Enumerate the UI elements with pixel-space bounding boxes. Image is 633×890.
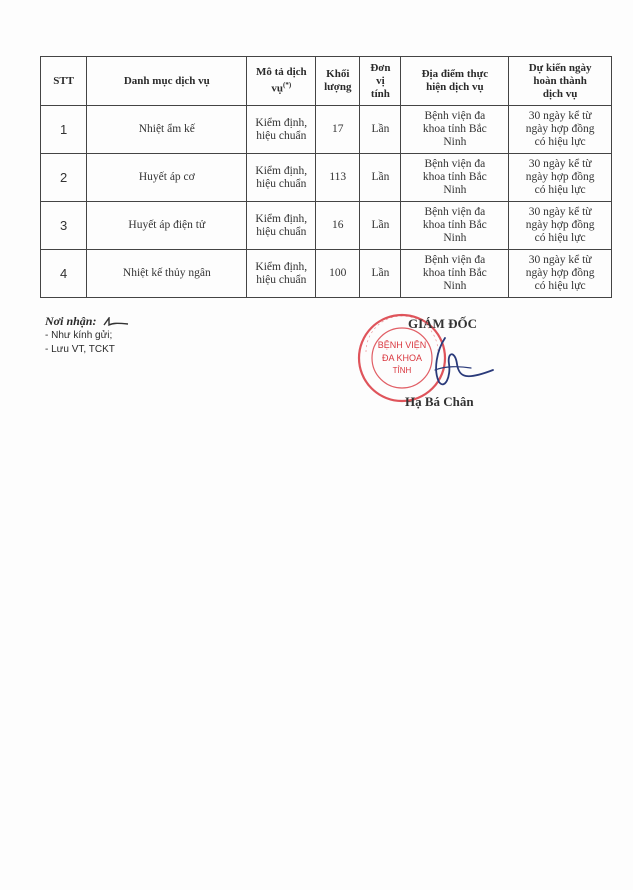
cell-volume: 113 bbox=[316, 154, 360, 202]
signatory-title: GIÁM ĐỐC bbox=[408, 316, 477, 331]
initials-scribble-icon bbox=[103, 317, 129, 327]
cell-location: Bệnh viện đa khoa tỉnh Bắc Ninh bbox=[401, 154, 509, 202]
table-row bbox=[41, 154, 612, 202]
cell-category: Huyết áp cơ bbox=[87, 154, 247, 202]
cell-stt: 4 bbox=[41, 250, 87, 298]
stamp-line-3: TỈNH bbox=[392, 366, 412, 375]
cell-description: Kiểm định, hiệu chuẩn bbox=[247, 154, 316, 202]
table-row bbox=[41, 106, 612, 154]
recipient-line: - Lưu VT, TCKT bbox=[45, 344, 115, 355]
cell-location: Bệnh viện đa khoa tỉnh Bắc Ninh bbox=[401, 106, 509, 154]
header-volume: Khối lượng bbox=[316, 57, 360, 106]
cell-stt: 1 bbox=[41, 106, 87, 154]
cell-volume: 17 bbox=[316, 106, 360, 154]
cell-volume: 100 bbox=[316, 250, 360, 298]
recipient-line: - Như kính gửi; bbox=[45, 330, 113, 341]
table-header-row bbox=[41, 57, 612, 106]
header-expected-date: Dự kiến ngày hoàn thành dịch vụ bbox=[509, 57, 612, 106]
cell-unit: Lần bbox=[360, 106, 401, 154]
header-description-note: (*) bbox=[283, 81, 292, 90]
handwritten-signature bbox=[415, 330, 495, 396]
cell-category: Huyết áp điện tử bbox=[87, 202, 247, 250]
header-location: Địa điểm thực hiện dịch vụ bbox=[401, 57, 509, 106]
cell-unit: Lần bbox=[360, 154, 401, 202]
service-table bbox=[40, 56, 612, 298]
stamp-line-1: BỆNH VIỆN bbox=[377, 340, 427, 350]
cell-expected-date: 30 ngày kể từ ngày hợp đồng có hiệu lực bbox=[509, 106, 612, 154]
stamp-line-2: ĐA KHOA bbox=[381, 353, 423, 363]
cell-unit: Lần bbox=[360, 250, 401, 298]
signatory-name: Hạ Bá Chân bbox=[405, 394, 474, 409]
cell-expected-date: 30 ngày kể từ ngày hợp đồng có hiệu lực bbox=[509, 250, 612, 298]
table-row bbox=[41, 250, 612, 298]
recipients-block bbox=[45, 314, 129, 357]
header-description: Mô tả dịch vụ(*) bbox=[247, 57, 316, 106]
cell-expected-date: 30 ngày kể từ ngày hợp đồng có hiệu lực bbox=[509, 202, 612, 250]
cell-category: Nhiệt ẩm kế bbox=[87, 106, 247, 154]
recipients-title: Nơi nhận: bbox=[45, 314, 129, 328]
header-stt: STT bbox=[41, 57, 87, 106]
cell-stt: 2 bbox=[41, 154, 87, 202]
header-unit: Đơn vị tính bbox=[360, 57, 401, 106]
table-row bbox=[41, 202, 612, 250]
cell-description: Kiểm định, hiệu chuẩn bbox=[247, 250, 316, 298]
cell-location: Bệnh viện đa khoa tỉnh Bắc Ninh bbox=[401, 250, 509, 298]
cell-unit: Lần bbox=[360, 202, 401, 250]
header-category: Danh mục dịch vụ bbox=[87, 57, 247, 106]
cell-category: Nhiệt kế thủy ngân bbox=[87, 250, 247, 298]
cell-description: Kiểm định, hiệu chuẩn bbox=[247, 106, 316, 154]
cell-expected-date: 30 ngày kể từ ngày hợp đồng có hiệu lực bbox=[509, 154, 612, 202]
cell-description: Kiểm định, hiệu chuẩn bbox=[247, 202, 316, 250]
cell-stt: 3 bbox=[41, 202, 87, 250]
cell-location: Bệnh viện đa khoa tỉnh Bắc Ninh bbox=[401, 202, 509, 250]
cell-volume: 16 bbox=[316, 202, 360, 250]
